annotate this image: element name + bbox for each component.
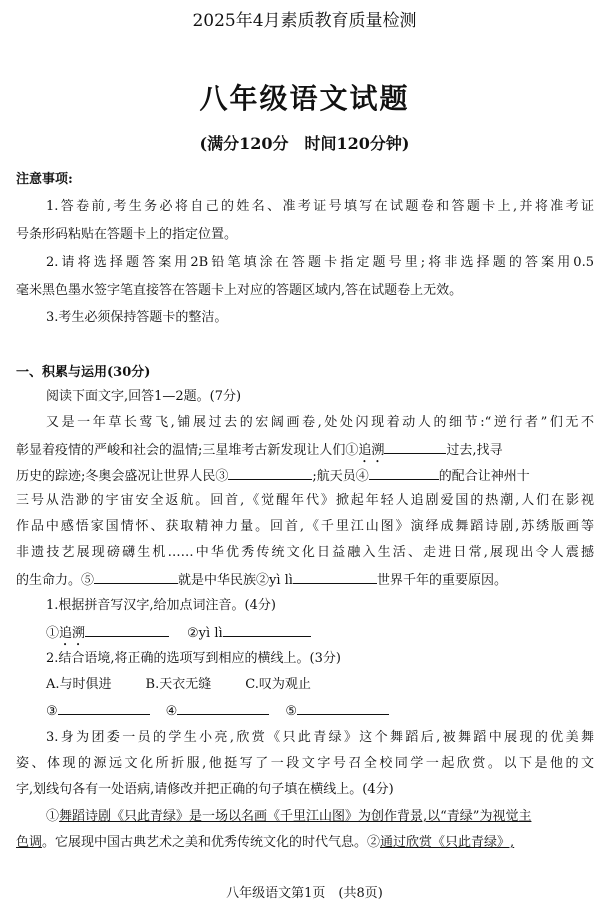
question-3-line-5: 色调。它展现中国古典艺术之美和优秀传统文化的时代气息。②通过欣赏《只此青绿》,	[16, 835, 515, 850]
notice-item-2a: 2.请将选择题答案用2B铅笔填涂在答题卡指定题号里;将非选择题的答案用0.5	[46, 255, 594, 270]
notice-item-2b: 毫米黑色墨水签字笔直接答在答题卡上对应的答题区域内,答在试题卷上无效。	[16, 283, 463, 298]
question-3-line-4: ①舞蹈诗剧《只此青绿》是一场以名画《千里江山图》为创作背景,以“青绿”为视觉主	[46, 809, 532, 824]
passage-line-1: 又是一年草长莺飞,铺展过去的宏阔画卷,处处闪现着动人的细节:“逆行者”们无不	[46, 415, 594, 430]
exam-name: 2025年4月素质教育质量检测	[192, 11, 417, 31]
exam-meta: (满分120分 时间120分钟)	[199, 134, 410, 153]
question-3-line-3: 字,划线句各有一处语病,请修改并把正确的句子填在横线上。(4分)	[16, 782, 394, 797]
question-2-blanks: ③ ④ ⑤	[46, 701, 389, 721]
notice-heading: 注意事项:	[16, 172, 73, 187]
answer-blank	[384, 440, 446, 454]
answer-blank	[177, 701, 269, 715]
reading-intro: 阅读下面文字,回答1—2题。(7分)	[46, 389, 242, 404]
dotted-word: 追溯	[59, 626, 86, 641]
passage-line-3: 历史的踪迹;冬奥会盛况让世界人民③ ;航天员④ 的配合让神州十	[16, 466, 530, 486]
notice-item-3: 3.考生必须保持答题卡的整洁。	[46, 310, 228, 325]
answer-blank	[94, 570, 178, 584]
passage-line-5: 作品中感悟家国情怀、获取精神力量。回首,《千里江山图》演绎成舞蹈诗剧,苏绣版画等	[16, 519, 594, 534]
passage-line-6: 非遗技艺展现磅礴生机……中华优秀传统文化日益融入生活、走进日常,展现出令人震撼	[16, 545, 594, 560]
question-2-options: A.与时俱进 B.天衣无缝 C.叹为观止	[46, 677, 311, 692]
answer-blank	[228, 466, 312, 480]
question-2-stem: 2.结合语境,将正确的选项写到相应的横线上。(3分)	[46, 651, 341, 666]
page-footer: 八年级语文第1页 (共8页)	[226, 886, 383, 901]
passage-line-4: 三号从浩渺的宇宙安全返航。回首,《觉醒年代》掀起年轻人追剧爱国的热潮,人们在影视	[16, 493, 594, 508]
answer-blank	[223, 623, 311, 637]
answer-blank	[293, 570, 377, 584]
answer-blank	[369, 466, 439, 480]
underlined-sentence: 色调	[16, 835, 43, 850]
notice-item-1b: 号条形码粘贴在答题卡上的指定位置。	[16, 227, 238, 242]
underlined-sentence: 通过欣赏《只此青绿》,	[380, 835, 515, 850]
question-3-line-1: 3.身为团委一员的学生小亮,欣赏《只此青绿》这个舞蹈后,被舞蹈中展现的优美舞	[46, 730, 594, 745]
question-1-stem: 1.根据拼音写汉字,给加点词注音。(4分)	[46, 598, 276, 613]
answer-blank	[58, 701, 150, 715]
question-1-blanks: ①追溯 ②yì lì	[46, 623, 311, 649]
answer-blank	[297, 701, 389, 715]
underlined-sentence: 舞蹈诗剧《只此青绿》是一场以名画《千里江山图》为创作背景,以“青绿”为视觉主	[59, 809, 532, 824]
question-3-line-2: 姿、体现的源远文化所折服,他挺写了一段文字号召全校同学一起欣赏。以下是他的文	[16, 756, 594, 771]
section-heading: 一、积累与运用(30分)	[16, 365, 151, 380]
passage-line-7: 的生命力。⑤ 就是中华民族②yì lì 世界千年的重要原因。	[16, 570, 507, 590]
notice-item-1a: 1.答卷前,考生务必将自己的姓名、准考证号填写在试题卷和答题卡上,并将准考证	[46, 199, 594, 214]
answer-blank	[85, 623, 169, 637]
passage-line-2: 彰显着疫情的严峻和社会的温情;三星堆考古新发现让人们①追溯 过去,找寻	[16, 440, 503, 466]
dotted-word: 追溯	[358, 443, 385, 458]
page-title: 八年级语文试题	[199, 82, 410, 115]
